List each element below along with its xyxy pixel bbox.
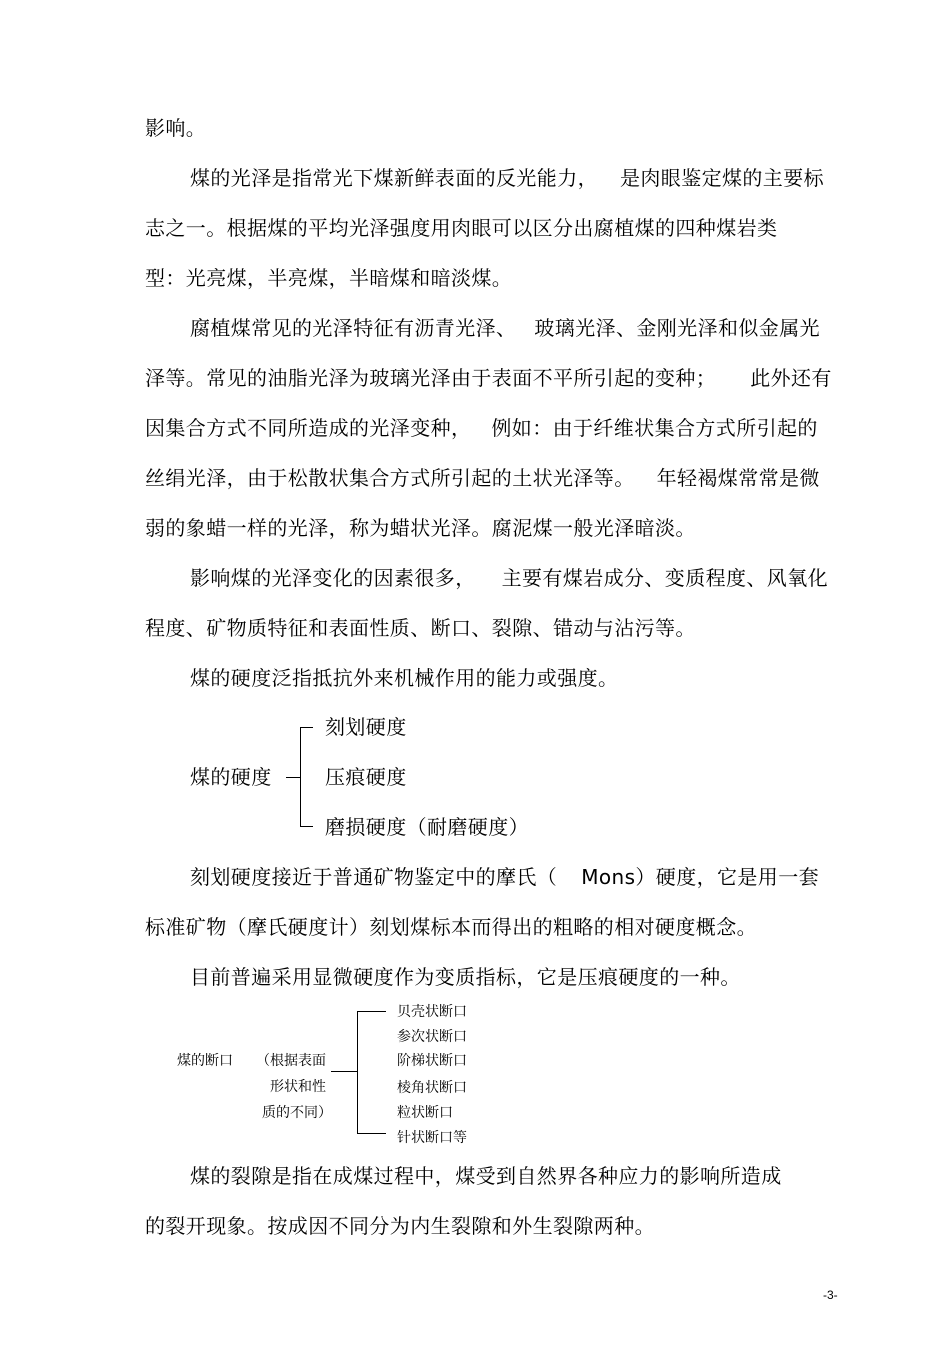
text-line: 煤的硬度泛指抵抗外来机械作用的能力或强度。 (190, 666, 619, 690)
text-line: 标准矿物（摩氏硬度计）刻划煤标本而得出的粗略的相对硬度概念。 (145, 915, 757, 939)
fracture-qualifier: 形状和性 (270, 1079, 326, 1095)
text-line (190, 864, 819, 890)
text-segment: 玻璃光泽、金刚光泽和似金属光 (534, 316, 821, 340)
text-line: 的裂开现象。按成因不同分为内生裂隙和外生裂隙两种。 (145, 1214, 655, 1238)
text-segment: 是肉眼鉴定煤的主要标 (620, 166, 824, 190)
text-line: 程度、矿物质特征和表面性质、断口、裂隙、错动与沾污等。 (145, 616, 696, 640)
text-line: 志之一。根据煤的平均光泽强度用肉眼可以区分出腐植煤的四种煤岩类 (145, 216, 778, 240)
fracture-root-label: 煤的断口 (177, 1053, 233, 1069)
hardness-connector (286, 777, 300, 778)
text-line (145, 365, 832, 391)
fracture-item: 阶梯状断口 (397, 1053, 467, 1069)
hardness-bracket (300, 727, 313, 827)
text-segment: 影响煤的光泽变化的因素很多， (190, 566, 476, 590)
text-segment: 例如：由于纤维状集合方式所引起的 (491, 416, 818, 440)
text-segment: 年轻褐煤常常是微 (656, 466, 820, 490)
text-line (190, 165, 824, 191)
hardness-item: 刻划硬度 (325, 715, 407, 739)
fracture-item: 参次状断口 (397, 1029, 467, 1045)
fracture-item: 棱角状断口 (397, 1080, 467, 1096)
text-segment: 此外还有 (750, 366, 832, 390)
text-line (145, 415, 818, 441)
text-line: 影响。 (145, 116, 207, 140)
text-line (190, 565, 828, 591)
fracture-item: 针状断口等 (397, 1130, 467, 1146)
text-line: 弱的象蜡一样的光泽，称为蜡状光泽。腐泥煤一般光泽暗淡。 (145, 516, 696, 540)
page-number: -3- (823, 1288, 838, 1302)
fracture-item: 贝壳状断口 (397, 1004, 467, 1020)
text-line: 煤的裂隙是指在成煤过程中，煤受到自然界各种应力的影响所造成 (190, 1164, 782, 1188)
text-segment: 刻划硬度接近于普通矿物鉴定中的摩氏（ (190, 865, 558, 889)
hardness-root-label: 煤的硬度 (190, 765, 272, 789)
fracture-qualifier: 质的不同） (262, 1105, 332, 1121)
text-segment: 丝绢光泽，由于松散状集合方式所引起的土状光泽等。 (145, 466, 635, 490)
fracture-qualifier: （根据表面 (256, 1053, 326, 1069)
text-line (190, 315, 820, 341)
fracture-item: 粒状断口 (397, 1105, 453, 1121)
fracture-connector (331, 1071, 357, 1072)
text-segment: 腐植煤常见的光泽特征有沥青光泽、 (190, 316, 517, 340)
hardness-item: 压痕硬度 (325, 765, 407, 789)
text-segment: Mons）硬度，它是用一套 (581, 865, 819, 889)
text-segment: 泽等。常见的油脂光泽为玻璃光泽由于表面不平所引起的变种； (145, 366, 717, 390)
text-line (145, 465, 820, 491)
text-line: 型：光亮煤，半亮煤，半暗煤和暗淡煤。 (145, 266, 513, 290)
fracture-bracket (357, 1011, 386, 1134)
text-segment: 煤的光泽是指常光下煤新鲜表面的反光能力， (190, 166, 598, 190)
hardness-item: 磨损硬度（耐磨硬度） (325, 815, 529, 839)
text-segment: 主要有煤岩成分、变质程度、风氧化 (501, 566, 829, 590)
text-line: 目前普遍采用显微硬度作为变质指标，它是压痕硬度的一种。 (190, 965, 741, 989)
text-segment: 因集合方式不同所造成的光泽变种， (145, 416, 472, 440)
